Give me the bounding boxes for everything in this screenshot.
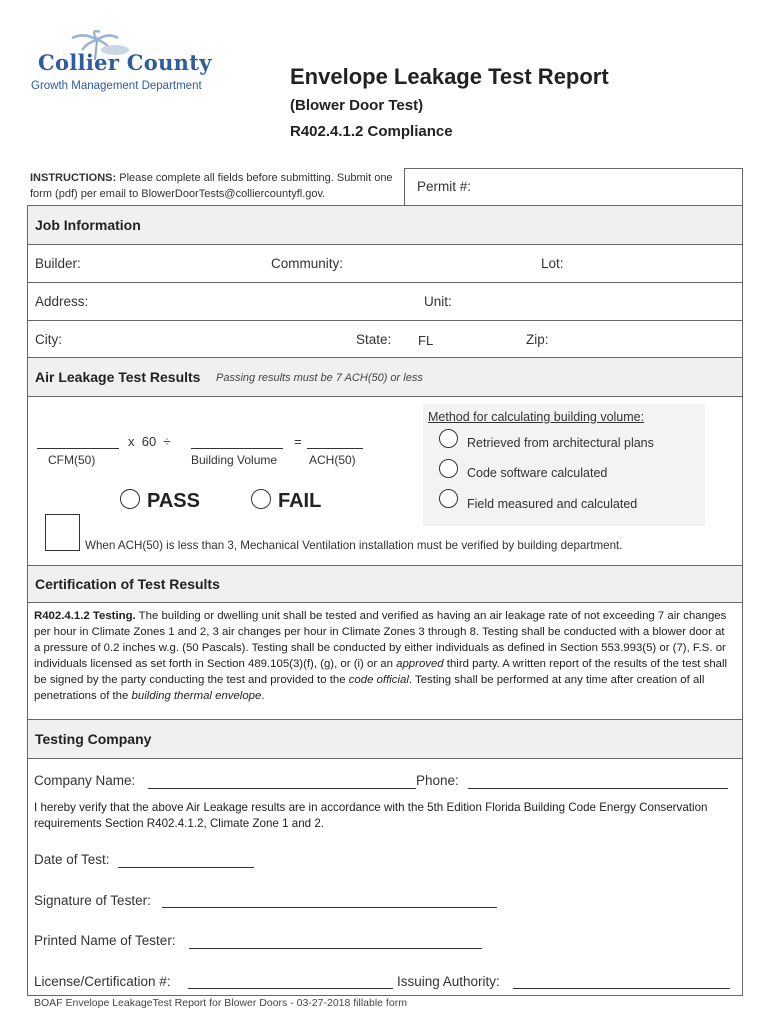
ach-input-line[interactable] xyxy=(307,448,363,449)
permit-field[interactable] xyxy=(404,168,743,206)
unit-label: Unit: xyxy=(424,294,452,309)
job-info-header xyxy=(27,205,743,245)
job-row-3[interactable] xyxy=(27,320,743,358)
company-name-label: Company Name: xyxy=(34,773,136,788)
page-title: Envelope Leakage Test Report xyxy=(290,64,609,89)
phone-label: Phone: xyxy=(416,773,459,788)
printed-name-line[interactable] xyxy=(189,948,482,949)
formula-multiplier: x 60 ÷ xyxy=(128,434,171,449)
ach-label: ACH(50) xyxy=(309,453,356,467)
method-title: Method for calculating building volume: xyxy=(428,410,645,424)
cfm-label: CFM(50) xyxy=(48,453,96,467)
volume-input-line[interactable] xyxy=(191,448,283,449)
formula-equals: = xyxy=(294,434,302,449)
testing-company-header xyxy=(27,719,743,759)
method-plans-label: Retrieved from architectural plans xyxy=(467,436,654,450)
passing-note: Passing results must be 7 ACH(50) or less xyxy=(216,372,423,384)
permit-label: Permit #: xyxy=(417,179,472,194)
volume-label: Building Volume xyxy=(191,453,278,467)
zip-label: Zip: xyxy=(526,332,549,347)
testing-company-heading: Testing Company xyxy=(35,731,152,747)
mech-vent-checkbox[interactable] xyxy=(45,514,80,551)
cert-envelope: building thermal envelope xyxy=(131,690,262,702)
instructions-text: Please complete all fields before submitting. Submit one form (pdf) per email to BlowerDoorTests@colliercountyfl.gov. xyxy=(30,172,393,200)
certification-heading: Certification of Test Results xyxy=(35,576,220,592)
mech-vent-note: When ACH(50) is less than 3, Mechanical Ventilation installation must be verified by building department. xyxy=(85,539,623,552)
cert-lead: R402.4.1.2 Testing. xyxy=(34,610,136,622)
issuing-authority-line[interactable] xyxy=(513,988,730,989)
method-software-label: Code software calculated xyxy=(467,466,608,480)
testing-company-section xyxy=(27,758,743,996)
cert-code-official: code official xyxy=(348,674,409,686)
cert-approved: approved xyxy=(396,658,444,670)
signature-label: Signature of Tester: xyxy=(34,893,151,908)
fail-label: FAIL xyxy=(278,490,322,512)
license-label: License/Certification #: xyxy=(34,974,171,989)
footer-text: BOAF Envelope LeakageTest Report for Blower Doors - 03-27-2018 fillable form xyxy=(34,997,407,1009)
signature-line[interactable] xyxy=(162,907,497,908)
date-of-test-label: Date of Test: xyxy=(34,852,110,867)
logo-title: Collier County xyxy=(38,50,212,75)
job-row-1[interactable] xyxy=(27,244,743,283)
compliance-label: R402.4.1.2 Compliance xyxy=(290,123,453,140)
instructions-label: INSTRUCTIONS: xyxy=(30,172,117,184)
page-subtitle: (Blower Door Test) xyxy=(290,97,424,114)
printed-name-label: Printed Name of Tester: xyxy=(34,933,176,948)
issuing-authority-label: Issuing Authority: xyxy=(397,974,500,989)
method-field-radio[interactable] xyxy=(439,489,458,508)
certification-text xyxy=(34,608,734,704)
cert-body-2: third party. A written report of the results of the test shall be signed by the party conducting the test and provided to the xyxy=(34,658,728,686)
community-label: Community: xyxy=(271,256,344,271)
address-label: Address: xyxy=(35,294,89,309)
pass-label: PASS xyxy=(147,490,200,512)
air-leakage-header xyxy=(27,357,743,397)
cfm-input-line[interactable] xyxy=(37,448,119,449)
license-line[interactable] xyxy=(188,988,393,989)
method-software-radio[interactable] xyxy=(439,459,458,478)
state-label: State: xyxy=(356,332,392,347)
method-field-label: Field measured and calculated xyxy=(467,497,638,511)
logo-subtitle: Growth Management Department xyxy=(31,80,202,92)
state-value[interactable]: FL xyxy=(418,333,434,348)
certification-header xyxy=(27,565,743,603)
job-row-2[interactable] xyxy=(27,282,743,321)
air-leakage-heading: Air Leakage Test Results xyxy=(35,369,201,385)
pass-radio[interactable] xyxy=(120,489,140,509)
lot-label: Lot: xyxy=(541,256,564,271)
phone-line[interactable] xyxy=(468,788,728,789)
cert-body-4: . xyxy=(261,690,265,702)
instructions xyxy=(30,170,400,202)
job-info-heading: Job Information xyxy=(35,217,141,233)
verification-statement: I hereby verify that the above Air Leakage results are in accordance with the 5th Edition Florida Building Code Energy Conservation requirements Section R402.4.1.2, Climate Zone 1 and 2. xyxy=(34,801,708,830)
method-plans-radio[interactable] xyxy=(439,429,458,448)
fail-radio[interactable] xyxy=(251,489,271,509)
cert-body-1: The building or dwelling unit shall be tested and verified as having an air leakage rate of not exceeding 7 air changes per hour in Climate Zones 1 and 2, 3 air changes per hour in Climate Zones 3 through 8. Testing shall be conducted with a blower door at a pressure of 0.2 inches w.g. (50 Pascals). Testing shall be conducted by either individuals as defined in Section 553.993(5) or (7), F.S. or individuals licensed as set forth in Section 489.105(3)(f), (g), or (i) or an xyxy=(34,610,727,670)
builder-label: Builder: xyxy=(35,256,81,271)
date-of-test-line[interactable] xyxy=(118,867,254,868)
cert-body-3: . Testing shall be performed at any time after creation of all penetrations of the xyxy=(34,674,705,702)
city-label: City: xyxy=(35,332,62,347)
company-name-line[interactable] xyxy=(148,788,416,789)
